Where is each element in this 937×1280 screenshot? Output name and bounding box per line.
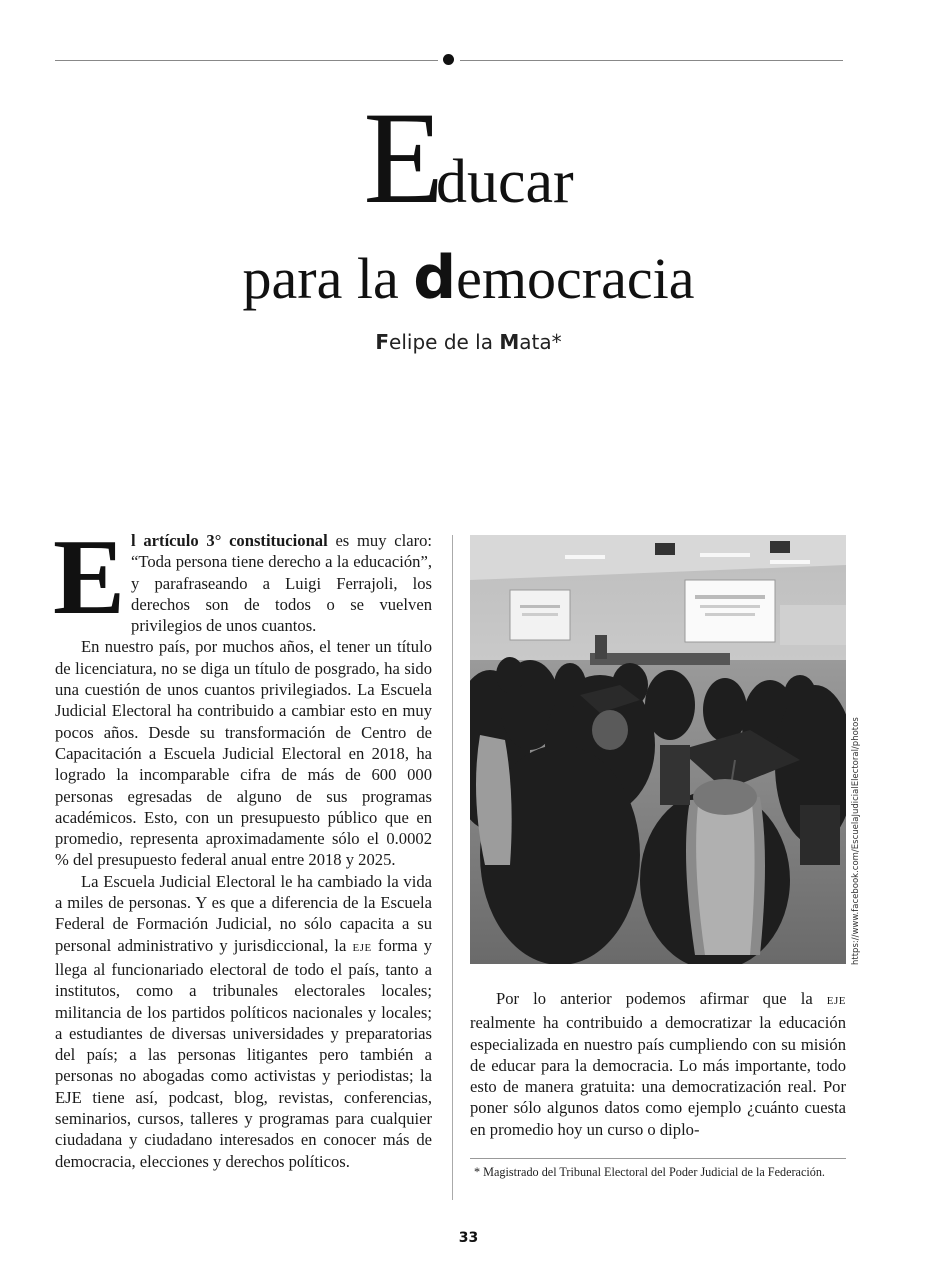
p1-text: es muy claro: “Toda persona tiene derecho a la educación”, y parafraseando a Luigi Ferrajoli, los derechos son de todos o se vuelven privilegios de unos cuantos. bbox=[131, 531, 432, 636]
page-number: 33 bbox=[458, 1230, 479, 1246]
p3-acronym: EJE bbox=[352, 941, 372, 954]
drop-cap: E bbox=[53, 518, 126, 637]
author-byline bbox=[0, 330, 937, 354]
paragraph-4 bbox=[470, 988, 846, 1140]
paragraph-2: En nuestro país, por muchos años, el tener un título de licenciatura, no se diga un título de posgrado, ha sido una cuestión de unos cuantos privilegiados. La Escuela Judicial Electoral ha contribuido a cambiar esto en muy pocos años. Desde su transformación de Centro de Capacitación a Escuela Judicial Electoral en 2018, ha logrado la incomparable cifra de más de 600 000 personas egresadas de alguno de sus programas académicos. Esto, con un presupuesto público que en promedio, representa aproximadamente sólo el 0.0002 % del presupuesto federal anual entre 2018 y 2025. bbox=[55, 637, 432, 870]
author-part-2: ata* bbox=[519, 330, 562, 354]
paragraph-3 bbox=[55, 871, 432, 1172]
photo-credit-text: https://www.facebook.com/EscuelaJudicialElectoral/photos bbox=[851, 717, 861, 965]
column-divider bbox=[452, 535, 453, 1200]
author-initial-f: F bbox=[375, 330, 390, 354]
p4-text-b: realmente ha contribuido a democratizar la educación especializada en nuestro país cumpliendo con su misión de educar para la democracia. Lo más importante, todo esto de manera gratuita: una democratización real. Por poner sólo algunos datos como ejemplo ¿cuánto cuesta en promedio hoy un curso o diplo- bbox=[470, 1013, 846, 1139]
footnote: * Magistrado del Tribunal Electoral del Poder Judicial de la Federación. bbox=[474, 1165, 825, 1179]
right-column bbox=[470, 988, 846, 1140]
header-rule-left bbox=[55, 60, 438, 61]
left-column bbox=[53, 518, 432, 1172]
title-word-ducar: ducar bbox=[435, 148, 574, 216]
graduation-photo bbox=[470, 535, 846, 964]
p3-text-a: La Escuela Judicial Electoral le ha cambiado la vida a miles de personas. Y es que a diferencia de la Escuela Federal de Formación Judicial, no sólo capacita a su personal administrativo y jurisdiccional, la bbox=[55, 871, 432, 955]
title-line-1 bbox=[0, 84, 937, 231]
title-line-2 bbox=[0, 243, 937, 313]
title-initial-d: d bbox=[413, 243, 457, 313]
photo-credit bbox=[851, 717, 863, 965]
title-prefix: para la bbox=[242, 246, 414, 311]
author-part-1: elipe de la bbox=[389, 330, 500, 354]
p4-acronym: EJE bbox=[826, 995, 846, 1007]
paragraph-1 bbox=[53, 518, 432, 637]
header-rule-right bbox=[460, 60, 843, 61]
p4-text-a: Por lo anterior podemos afirmar que la bbox=[496, 989, 827, 1008]
title-initial-e: E bbox=[363, 84, 442, 231]
graduation-photo-illustration bbox=[470, 535, 846, 964]
author-initial-m: M bbox=[499, 330, 520, 354]
footnote-rule bbox=[470, 1158, 846, 1159]
p1-bold-lead: l artículo 3° constitucional bbox=[131, 531, 328, 550]
title-word-emocracia: emocracia bbox=[456, 246, 695, 311]
p3-text-b: forma y llega al funcionariado electoral de todo el país, tanto a institutos, como a tribunales electorales locales; militancia de los partidos políticos nacionales y locales; a estudiantes de diversas universidades y preparatorias del país; a las personas litigantes pero también a personas no abogadas como activistas y periodistas; la EJE tiene así, podcast, blog, revistas, conferencias, seminarios, cursos, talleres y programas para cualquier ciudadana y ciudadano interesados en conocer más de democracia, elecciones y derechos políticos. bbox=[55, 935, 432, 1171]
header-dot-ornament bbox=[443, 54, 454, 65]
